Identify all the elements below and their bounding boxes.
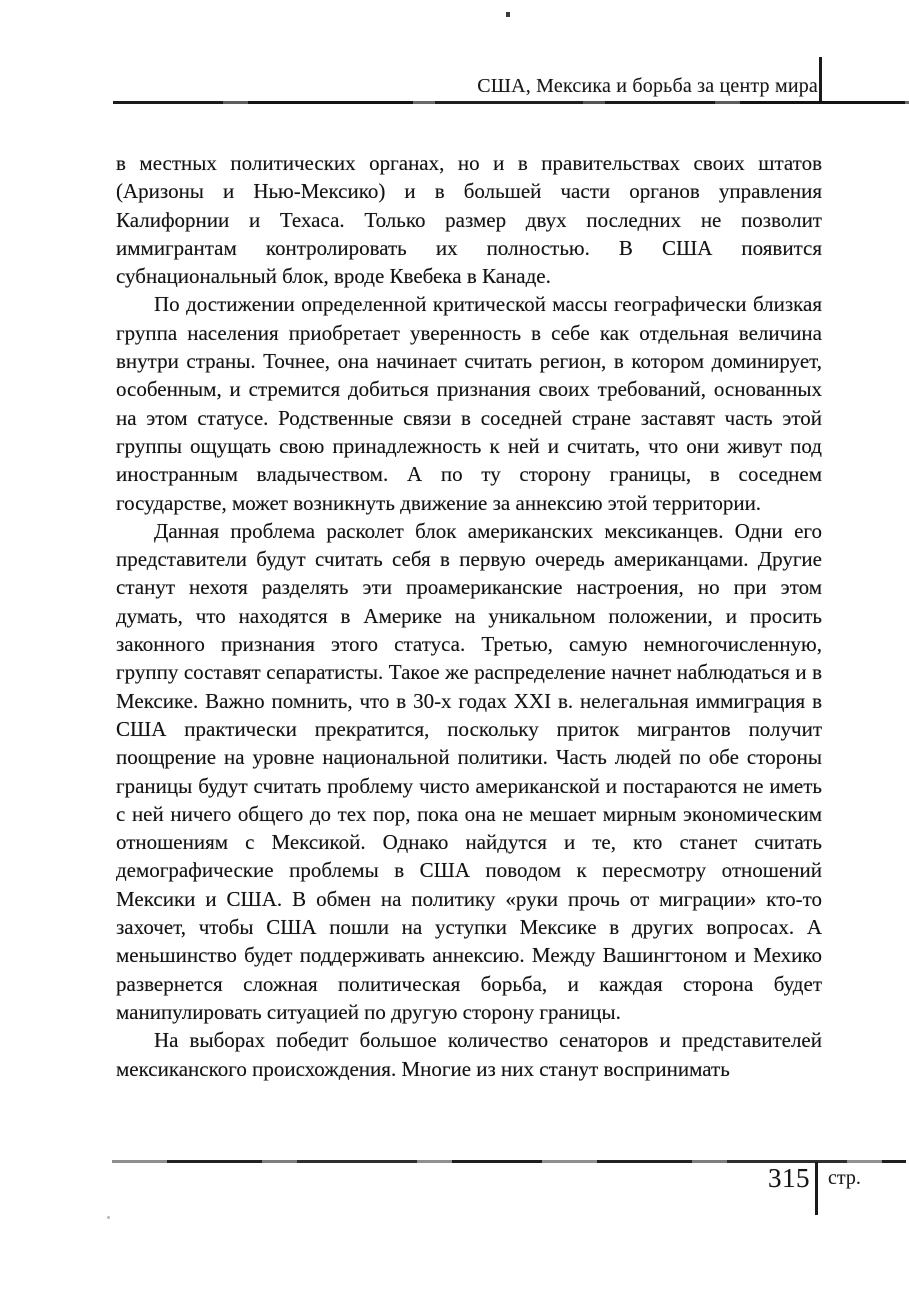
body-text	[116, 149, 822, 1083]
scan-speck	[506, 12, 510, 17]
page-number: 315	[768, 1163, 810, 1193]
footer-vertical-rule	[815, 1162, 818, 1215]
page-number-label: стр.	[828, 1167, 861, 1189]
paragraph: в местных политических органах, но и в правительствах своих штатов (Аризоны и Нью-Мексико) и в большей части органов управления Калифорнии и Техаса. Только размер двух последних не позволит иммигрантам контролировать их полностью. В США появится субнациональный блок, вроде Квебека в Канаде.	[116, 151, 822, 289]
header-vertical-rule	[819, 57, 822, 104]
scan-speck	[107, 1216, 110, 1219]
running-title: США, Мексика и борьба за центр мира	[477, 75, 818, 97]
paragraph: На выборах победит большое количество сенаторов и представителей мексиканского происхождения. Многие из них станут воспринимать	[116, 1028, 822, 1081]
paragraph: По достижении определенной критической массы географически близкая группа населения приобретает уверенность в себе как отдельная величина внутри страны. Точнее, она начинает считать регион, в котором доминирует, особенным, и стремится добиться признания своих требований, основанных на этом статусе. Родственные связи в соседней стране заставят часть этой группы ощущать свою принадлежность к ней и считать, что они живут под иностранным владычеством. А по ту сторону границы, в соседнем государстве, может возникнуть движение за аннексию этой территории.	[116, 292, 822, 515]
paragraph: Данная проблема расколет блок американских мексиканцев. Одни его представители будут считать себя в первую очередь американцами. Другие станут нехотя разделять эти проамериканские настроения, но при этом думать, что находятся в Америке на уникальном положении, и просить законного признания этого статуса. Третью, самую немногочисленную, группу составят сепаратисты. Такое же распределение начнет наблюдаться и в Мексике. Важно помнить, что в 30-х годах XXI в. нелегальная иммиграция в США практически прекратится, поскольку приток мигрантов получит поощрение на уровне национальной политики. Часть людей по обе стороны границы будут считать проблему чисто американской и постараются не иметь с ней ничего общего до тех пор, пока она не мешает мирным экономическим отношениям с Мексикой. Однако найдутся и те, кто станет считать демографические проблемы в США поводом к пересмотру отношений Мексики и США. В обмен на политику «руки прочь от миграции» кто-то захочет, чтобы США пошли на уступки Мексике в других вопросах. А меньшинство будет поддерживать аннексию. Между Вашингтоном и Мехико развернется сложная политическая борьба, и каждая сторона будет манипулировать ситуацией по другую сторону границы.	[116, 518, 822, 1024]
header-horizontal-rule	[113, 101, 909, 104]
